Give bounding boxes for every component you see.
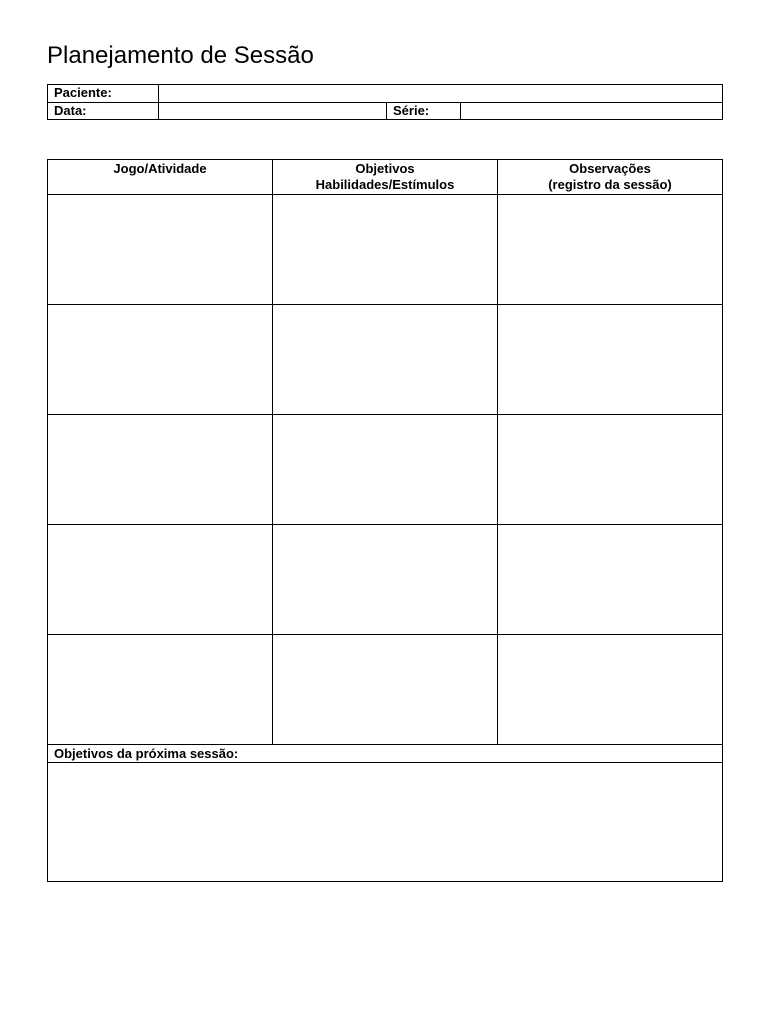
- header-objectives-line2: Habilidades/Estímulos: [315, 177, 455, 192]
- next-session-label-row: [48, 745, 723, 763]
- table-row: [48, 305, 723, 415]
- activity-cell[interactable]: [48, 415, 273, 525]
- page-title: Planejamento de Sessão: [47, 42, 314, 69]
- header-objectives-line1: Objetivos: [355, 161, 415, 176]
- date-label: Data:: [48, 102, 159, 120]
- observations-cell[interactable]: [498, 195, 723, 305]
- patient-info-table: [47, 84, 723, 120]
- header-observations: [498, 160, 723, 195]
- header-objectives: [273, 160, 498, 195]
- observations-cell[interactable]: [498, 305, 723, 415]
- activity-cell[interactable]: [48, 195, 273, 305]
- observations-cell[interactable]: [498, 525, 723, 635]
- table-row: [48, 415, 723, 525]
- table-header-row: [48, 160, 723, 195]
- activity-cell[interactable]: [48, 525, 273, 635]
- header-observations-line1: Observações: [569, 161, 651, 176]
- observations-cell[interactable]: [498, 415, 723, 525]
- patient-field[interactable]: [159, 85, 723, 103]
- date-row: [48, 102, 723, 120]
- next-session-field[interactable]: [48, 763, 723, 882]
- objectives-cell[interactable]: [273, 195, 498, 305]
- observations-cell[interactable]: [498, 635, 723, 745]
- date-field[interactable]: [159, 102, 387, 120]
- patient-label: Paciente:: [48, 85, 159, 103]
- header-activity-label: Jogo/Atividade: [113, 161, 207, 176]
- next-session-body-row: [48, 763, 723, 882]
- patient-row: [48, 85, 723, 103]
- table-row: [48, 525, 723, 635]
- session-plan-table: [47, 159, 723, 882]
- grade-label: Série:: [387, 102, 461, 120]
- objectives-cell[interactable]: [273, 525, 498, 635]
- header-observations-line2: (registro da sessão): [548, 177, 672, 192]
- next-session-label: Objetivos da próxima sessão:: [48, 745, 723, 763]
- objectives-cell[interactable]: [273, 635, 498, 745]
- table-row: [48, 195, 723, 305]
- objectives-cell[interactable]: [273, 415, 498, 525]
- objectives-cell[interactable]: [273, 305, 498, 415]
- grade-field[interactable]: [461, 102, 723, 120]
- activity-cell[interactable]: [48, 635, 273, 745]
- header-activity: [48, 160, 273, 195]
- activity-cell[interactable]: [48, 305, 273, 415]
- table-row: [48, 635, 723, 745]
